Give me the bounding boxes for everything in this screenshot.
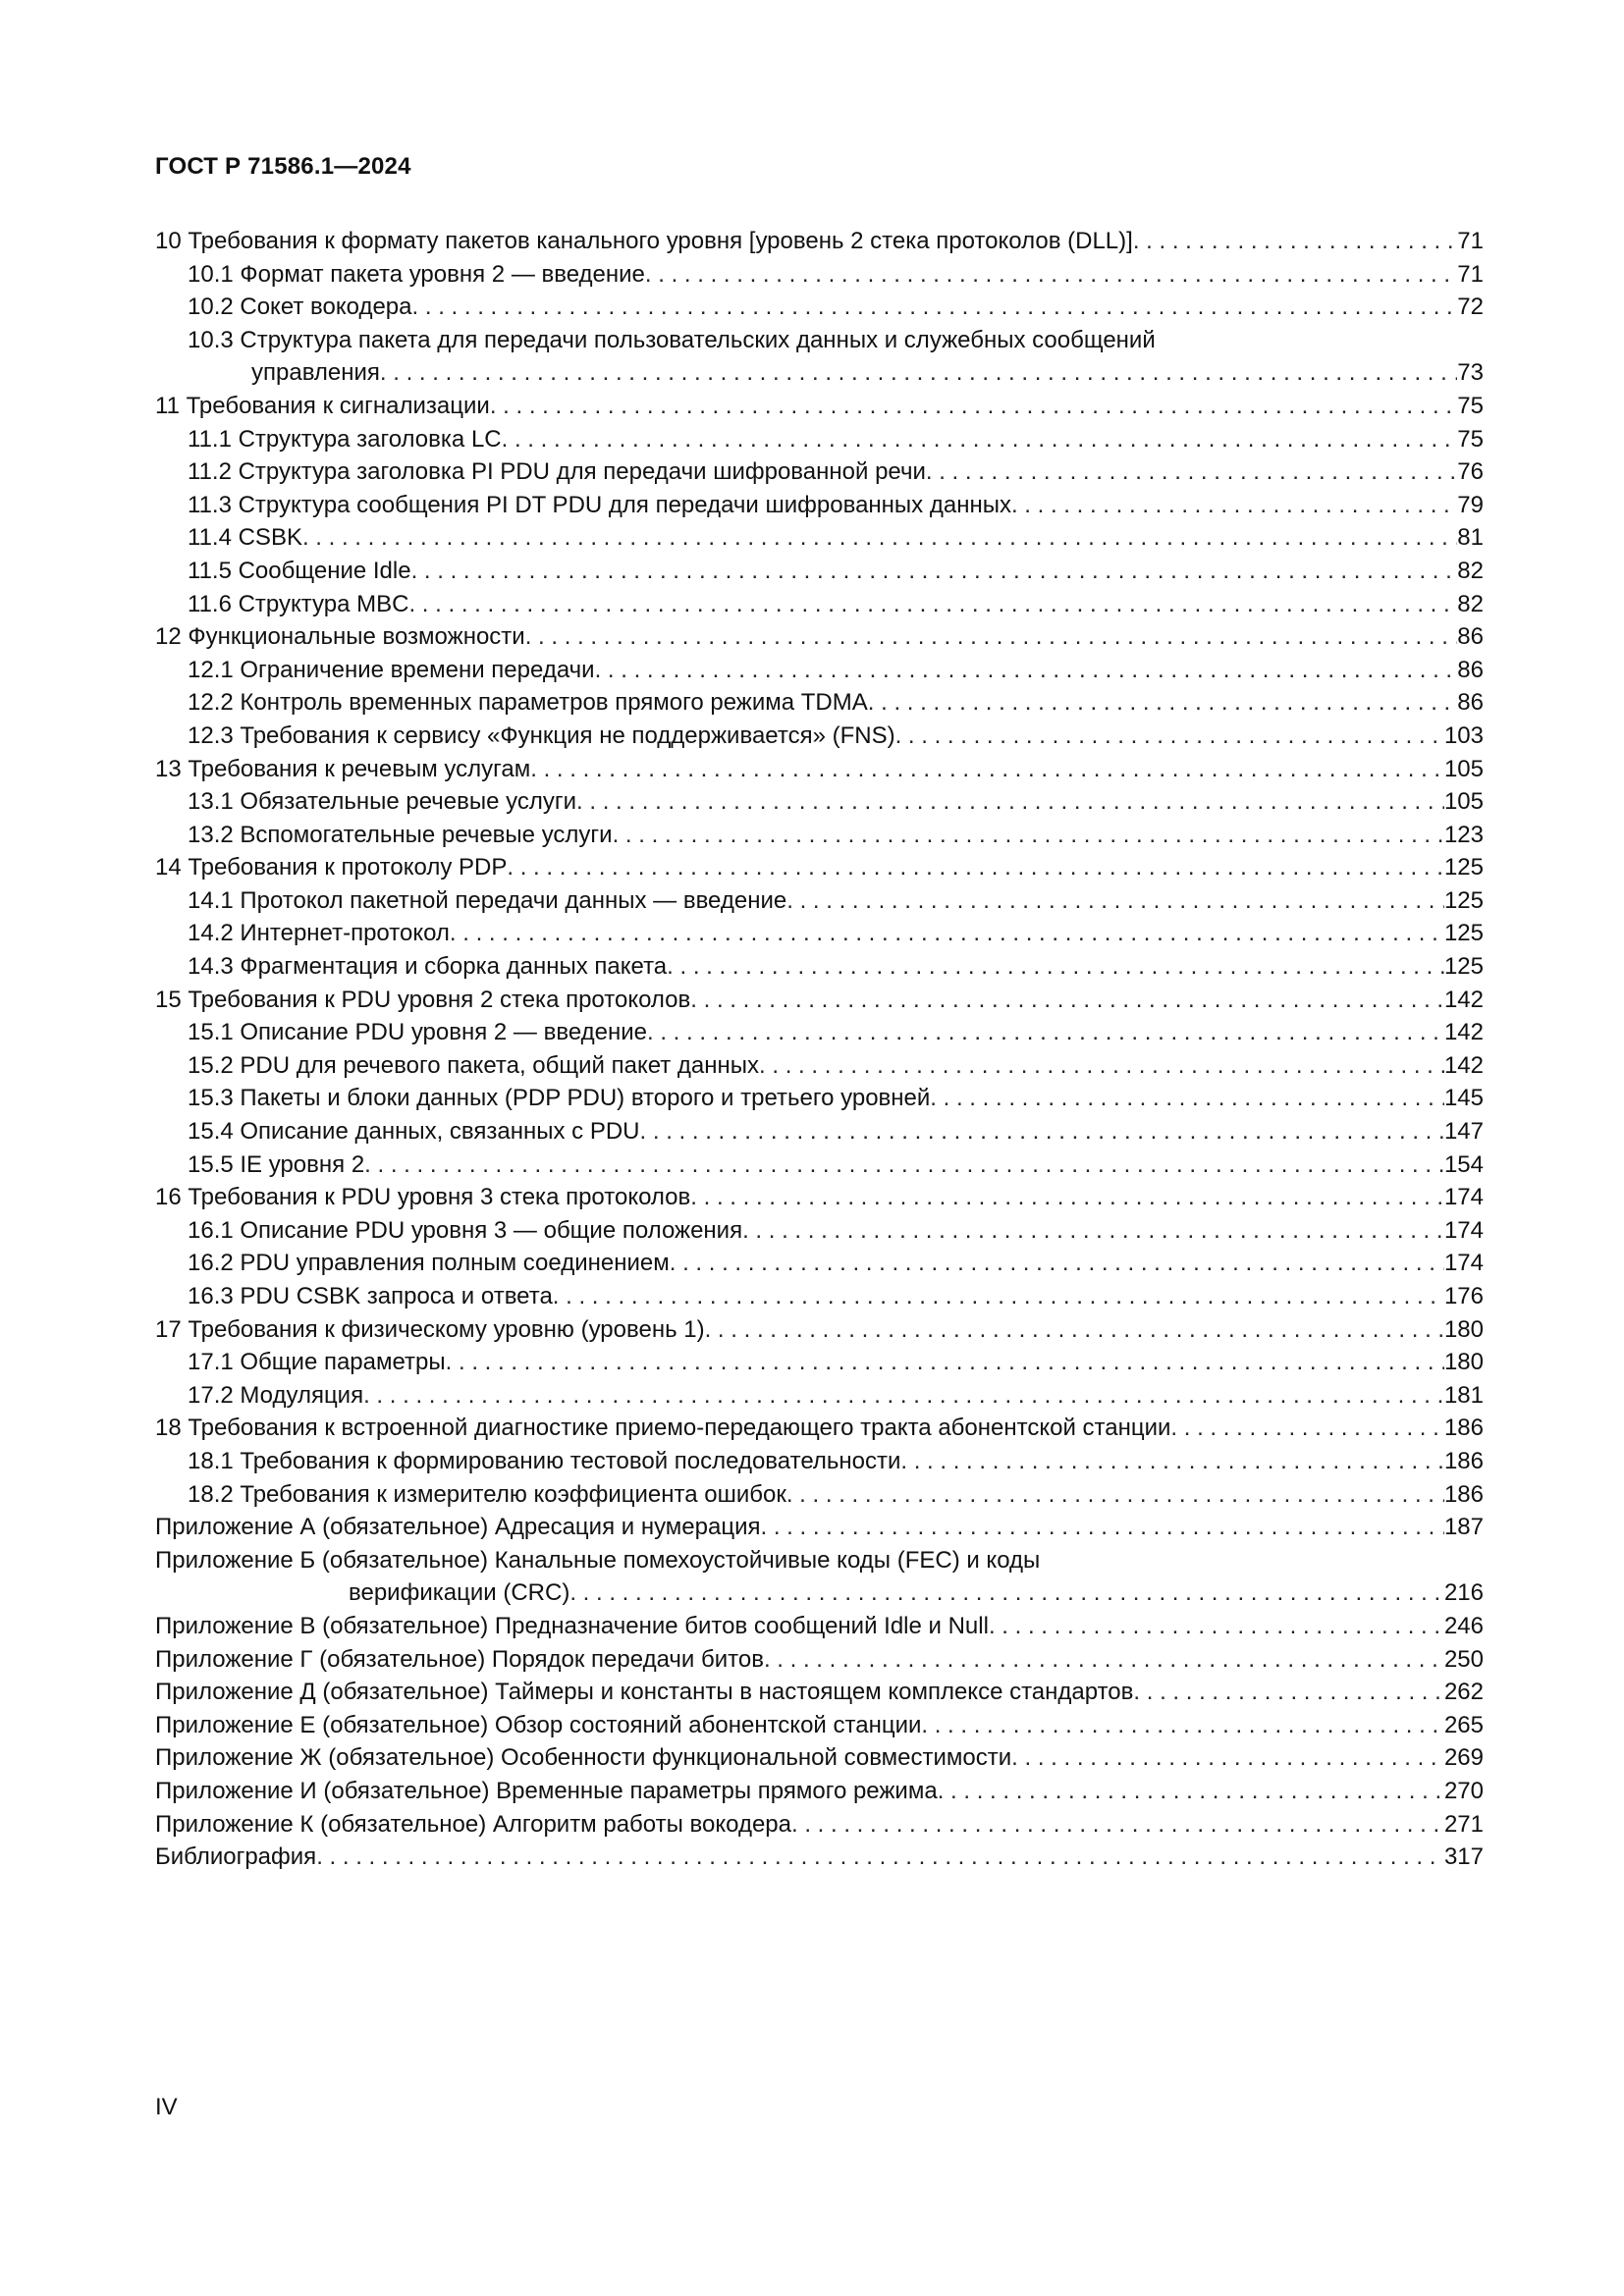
- toc-entry: [155, 225, 1484, 258]
- toc-dot-leader: [705, 1313, 1444, 1347]
- toc-entry-page: 86: [1457, 623, 1484, 651]
- toc-entry-title: Приложение Ж (обязательное) Особенности функциональной совместимости: [155, 1744, 1012, 1772]
- toc-dot-leader: [363, 1379, 1444, 1413]
- toc-dot-leader: [690, 984, 1444, 1017]
- toc-entry-title: Приложение И (обязательное) Временные параметры прямого режима: [155, 1777, 938, 1804]
- toc-entry-title: Приложение А (обязательное) Адресация и нумерация: [155, 1514, 761, 1541]
- toc-entry: [155, 1181, 1484, 1214]
- toc-entry-title: 17.2 Модуляция: [188, 1381, 364, 1409]
- toc-entry-title: 16.2 PDU управления полным соединением: [188, 1250, 670, 1277]
- toc-entry: [155, 819, 1484, 852]
- toc-entry-title: 10.1 Формат пакета уровня 2 — введение: [188, 260, 645, 288]
- toc-dot-leader: [411, 555, 1458, 588]
- toc-entry: [155, 720, 1484, 753]
- toc-entry-page: 125: [1443, 854, 1484, 881]
- toc-entry: [155, 917, 1484, 950]
- toc-entry-page: 142: [1443, 1019, 1484, 1046]
- toc-entry: [155, 1841, 1484, 1874]
- toc-entry-page: 186: [1443, 1447, 1484, 1474]
- toc-dot-leader: [380, 356, 1457, 390]
- toc-entry-title: 15.1 Описание PDU уровня 2 — введение: [188, 1019, 647, 1046]
- toc-dot-leader: [595, 654, 1458, 687]
- toc-dot-leader: [613, 819, 1444, 852]
- toc-entry-title: 18 Требования к встроенной диагностике приемо-передающего тракта абонентской станции: [155, 1415, 1171, 1442]
- toc-dot-leader: [930, 1082, 1444, 1115]
- toc-entry-title: 14.1 Протокол пакетной передачи данных — введение: [188, 886, 787, 914]
- toc-entry-page: 76: [1457, 458, 1484, 486]
- toc-entry: [155, 1544, 1484, 1577]
- toc-entry-page: 86: [1457, 656, 1484, 683]
- toc-dot-leader: [553, 1280, 1444, 1313]
- toc-entry: [155, 1676, 1484, 1709]
- toc-entry: [155, 291, 1484, 324]
- toc-entry-page: 125: [1443, 886, 1484, 914]
- toc-entry: [155, 1313, 1484, 1347]
- toc-entry: [155, 521, 1484, 555]
- toc-dot-leader: [446, 1346, 1444, 1379]
- toc-entry: [155, 258, 1484, 292]
- toc-entry-page: 125: [1443, 953, 1484, 981]
- toc-entry: [155, 1082, 1484, 1115]
- toc-entry: [155, 588, 1484, 621]
- toc-entry: [155, 620, 1484, 654]
- toc-entry: [155, 1511, 1484, 1544]
- toc-entry-title: 12.3 Требования к сервису «Функция не поддерживается» (FNS): [188, 721, 895, 749]
- toc-entry-title: 15.4 Описание данных, связанных с PDU: [188, 1118, 640, 1146]
- toc-dot-leader: [926, 455, 1457, 489]
- toc-entry-title: 14 Требования к протоколу PDP: [155, 854, 508, 881]
- toc-entry-page: 125: [1443, 920, 1484, 947]
- toc-entry-page: 186: [1443, 1480, 1484, 1508]
- toc-entry: [155, 884, 1484, 918]
- toc-entry: [155, 1247, 1484, 1280]
- toc-entry-title: 13.1 Обязательные речевые услуги: [188, 788, 577, 816]
- toc-dot-leader: [490, 390, 1457, 423]
- toc-entry-title: 16.1 Описание PDU уровня 3 — общие положения: [188, 1216, 743, 1244]
- toc-dot-leader: [1011, 489, 1457, 522]
- toc-entry: [155, 423, 1484, 456]
- toc-entry-page: 81: [1457, 524, 1484, 552]
- toc-entry: [155, 753, 1484, 786]
- toc-entry: [155, 555, 1484, 588]
- toc-entry-title: управления: [251, 359, 380, 387]
- toc-entry-page: 250: [1443, 1645, 1484, 1673]
- toc-dot-leader: [450, 917, 1444, 950]
- toc-dot-leader: [921, 1709, 1444, 1742]
- toc-entry-page: 216: [1443, 1579, 1484, 1607]
- toc-entry-page: 180: [1443, 1315, 1484, 1343]
- toc-entry: [155, 1049, 1484, 1083]
- toc-entry-title: 17 Требования к физическому уровню (уровень 1): [155, 1315, 705, 1343]
- toc-dot-leader: [938, 1775, 1444, 1808]
- toc-dot-leader: [645, 258, 1457, 292]
- toc-dot-leader: [316, 1841, 1444, 1874]
- toc-entry-title: 11.5 Сообщение Idle: [188, 557, 411, 584]
- toc-entry-title: 15 Требования к PDU уровня 2 стека протоколов: [155, 986, 691, 1013]
- toc-dot-leader: [761, 1511, 1444, 1544]
- toc-entry: [155, 1115, 1484, 1148]
- toc-dot-leader: [1133, 225, 1457, 258]
- toc-entry-page: 71: [1457, 228, 1484, 254]
- toc-entry-page: 269: [1443, 1744, 1484, 1772]
- toc-dot-leader: [1011, 1741, 1444, 1775]
- toc-entry-title: 12 Функциональные возможности: [155, 623, 525, 651]
- toc-entry-page: 123: [1443, 821, 1484, 848]
- toc-entry-title: Приложение Д (обязательное) Таймеры и константы в настоящем комплексе стандартов: [155, 1679, 1134, 1706]
- toc-entry-title: 14.3 Фрагментация и сборка данных пакета: [188, 953, 668, 981]
- toc-entry-page: 79: [1457, 491, 1484, 518]
- toc-entry-title: Приложение К (обязательное) Алгоритм работы вокодера: [155, 1810, 791, 1838]
- toc-dot-leader: [1133, 1676, 1444, 1709]
- toc-entry: [155, 1346, 1484, 1379]
- toc-entry-title: 15.3 Пакеты и блоки данных (PDP PDU) второго и третьего уровней: [188, 1085, 931, 1112]
- toc-dot-leader: [895, 720, 1444, 753]
- toc-dot-leader: [1170, 1412, 1444, 1445]
- toc-entry-title: 17.1 Общие параметры: [188, 1349, 446, 1376]
- toc-entry-page: 154: [1443, 1150, 1484, 1178]
- toc-entry: [155, 455, 1484, 489]
- toc-entry-page: 71: [1457, 260, 1484, 288]
- toc-entry-title: 11.4 CSBK: [188, 524, 302, 552]
- toc-dot-leader: [364, 1148, 1444, 1182]
- toc-entry-title: 18.1 Требования к формированию тестовой последовательности: [188, 1447, 901, 1474]
- toc-entry-title: 12.2 Контроль временных параметров прямого режима TDMA: [188, 689, 868, 717]
- toc-entry-title: 15.2 PDU для речевого пакета, общий пакет данных: [188, 1051, 760, 1079]
- toc-entry-title: 11.1 Структура заголовка LC: [188, 425, 502, 453]
- toc-entry: [155, 489, 1484, 522]
- toc-dot-leader: [670, 1247, 1444, 1280]
- toc-entry-page: 147: [1443, 1118, 1484, 1146]
- toc-entry-title: 11.6 Структура MBC: [188, 590, 409, 617]
- toc-dot-leader: [868, 686, 1458, 720]
- toc-dot-leader: [525, 620, 1458, 654]
- toc-entry-page: 142: [1443, 1051, 1484, 1079]
- toc-entry-page: 72: [1457, 294, 1484, 321]
- toc-entry-title: 15.5 IE уровня 2: [188, 1150, 365, 1178]
- toc-dot-leader: [502, 423, 1458, 456]
- toc-dot-leader: [647, 1016, 1444, 1049]
- toc-entry-page: 187: [1443, 1514, 1484, 1541]
- toc-dot-leader: [742, 1214, 1444, 1248]
- page-number: IV: [155, 2094, 178, 2120]
- toc-entry-page: 82: [1457, 557, 1484, 584]
- toc-entry-page: 246: [1443, 1612, 1484, 1639]
- toc-entry: [155, 851, 1484, 884]
- toc-entry: [155, 1445, 1484, 1478]
- toc-entry-page: 75: [1457, 425, 1484, 453]
- toc-dot-leader: [786, 1478, 1444, 1512]
- toc-dot-leader: [989, 1610, 1444, 1643]
- toc-entry-title: 10.3 Структура пакета для передачи пользовательских данных и служебных сообщений: [188, 326, 1156, 353]
- toc-entry-page: 270: [1443, 1777, 1484, 1804]
- toc-entry-page: 105: [1443, 755, 1484, 782]
- toc-entry: [155, 1576, 1484, 1610]
- toc-entry-title: Приложение В (обязательное) Предназначение битов сообщений Idle и Null: [155, 1612, 989, 1639]
- toc-entry: [155, 1775, 1484, 1808]
- toc-dot-leader: [640, 1115, 1444, 1148]
- toc-entry: [155, 1643, 1484, 1677]
- toc-entry-page: 174: [1443, 1216, 1484, 1244]
- toc-entry-title: 16.3 PDU CSBK запроса и ответа: [188, 1283, 553, 1309]
- toc-entry-title: 12.1 Ограничение времени передачи: [188, 656, 595, 683]
- toc-entry: [155, 1478, 1484, 1512]
- toc-entry-title: 18.2 Требования к измерителю коэффициента ошибок: [188, 1480, 786, 1508]
- toc-entry: [155, 1280, 1484, 1313]
- toc-entry-page: 174: [1443, 1184, 1484, 1211]
- table-of-contents: [155, 225, 1484, 1874]
- toc-dot-leader: [569, 1576, 1444, 1610]
- toc-dot-leader: [412, 291, 1458, 324]
- toc-entry-page: 271: [1443, 1810, 1484, 1838]
- toc-entry: [155, 324, 1484, 357]
- toc-dot-leader: [764, 1643, 1444, 1677]
- toc-entry: [155, 1808, 1484, 1842]
- toc-entry-title: Приложение Б (обязательное) Канальные помехоустойчивые коды (FEC) и коды: [155, 1546, 1041, 1574]
- toc-dot-leader: [576, 785, 1444, 819]
- toc-entry: [155, 1148, 1484, 1182]
- toc-entry-title: Приложение Е (обязательное) Обзор состояний абонентской станции: [155, 1711, 922, 1738]
- toc-entry-page: 86: [1457, 689, 1484, 717]
- toc-dot-leader: [900, 1445, 1444, 1478]
- toc-entry-page: 262: [1443, 1679, 1484, 1706]
- toc-entry: [155, 785, 1484, 819]
- toc-dot-leader: [408, 588, 1457, 621]
- toc-dot-leader: [786, 884, 1444, 918]
- toc-entry-title: 16 Требования к PDU уровня 3 стека протоколов: [155, 1184, 691, 1211]
- toc-dot-leader: [302, 521, 1457, 555]
- toc-entry-title: 14.2 Интернет-протокол: [188, 920, 450, 947]
- toc-entry: [155, 654, 1484, 687]
- toc-entry: [155, 1412, 1484, 1445]
- toc-dot-leader: [791, 1808, 1444, 1842]
- toc-entry: [155, 950, 1484, 984]
- toc-entry-page: 174: [1443, 1250, 1484, 1277]
- toc-entry: [155, 1214, 1484, 1248]
- toc-entry-title: 11.3 Структура сообщения PI DT PDU для передачи шифрованных данных: [188, 491, 1011, 518]
- toc-entry-title: 11.2 Структура заголовка PI PDU для передачи шифрованной речи: [188, 458, 926, 486]
- toc-entry-page: 82: [1457, 590, 1484, 617]
- toc-entry-page: 265: [1443, 1711, 1484, 1738]
- toc-entry: [155, 1741, 1484, 1775]
- toc-dot-leader: [507, 851, 1444, 884]
- toc-dot-leader: [759, 1049, 1444, 1083]
- toc-entry-page: 186: [1443, 1415, 1484, 1442]
- toc-entry-page: 181: [1443, 1381, 1484, 1409]
- toc-dot-leader: [667, 950, 1444, 984]
- toc-dot-leader: [530, 753, 1444, 786]
- toc-entry-title: 10 Требования к формату пакетов канального уровня [уровень 2 стека протоколов (DLL)]: [155, 228, 1133, 254]
- toc-entry-page: 145: [1443, 1085, 1484, 1112]
- toc-entry: [155, 1610, 1484, 1643]
- toc-entry-page: 105: [1443, 788, 1484, 816]
- toc-entry-title: 10.2 Сокет вокодера: [188, 294, 412, 321]
- toc-entry-title: Приложение Г (обязательное) Порядок передачи битов: [155, 1645, 764, 1673]
- toc-entry-page: 176: [1443, 1283, 1484, 1309]
- toc-entry-page: 317: [1443, 1843, 1484, 1871]
- toc-entry: [155, 1379, 1484, 1413]
- toc-entry-title: верификации (CRC): [349, 1579, 570, 1607]
- toc-entry-title: Библиография: [155, 1843, 317, 1871]
- toc-entry-title: 13.2 Вспомогательные речевые услуги: [188, 821, 613, 848]
- toc-entry: [155, 356, 1484, 390]
- toc-dot-leader: [690, 1181, 1444, 1214]
- toc-entry-page: 142: [1443, 986, 1484, 1013]
- toc-entry-title: 11 Требования к сигнализации: [155, 392, 490, 419]
- toc-entry: [155, 686, 1484, 720]
- toc-entry: [155, 1016, 1484, 1049]
- toc-entry: [155, 984, 1484, 1017]
- toc-entry-page: 73: [1457, 359, 1484, 387]
- toc-entry: [155, 1709, 1484, 1742]
- toc-entry-title: 13 Требования к речевым услугам: [155, 755, 531, 782]
- toc-entry-page: 103: [1443, 721, 1484, 749]
- toc-entry: [155, 390, 1484, 423]
- toc-entry-page: 180: [1443, 1349, 1484, 1376]
- document-header: ГОСТ Р 71586.1—2024: [155, 153, 411, 180]
- toc-entry-page: 75: [1457, 392, 1484, 419]
